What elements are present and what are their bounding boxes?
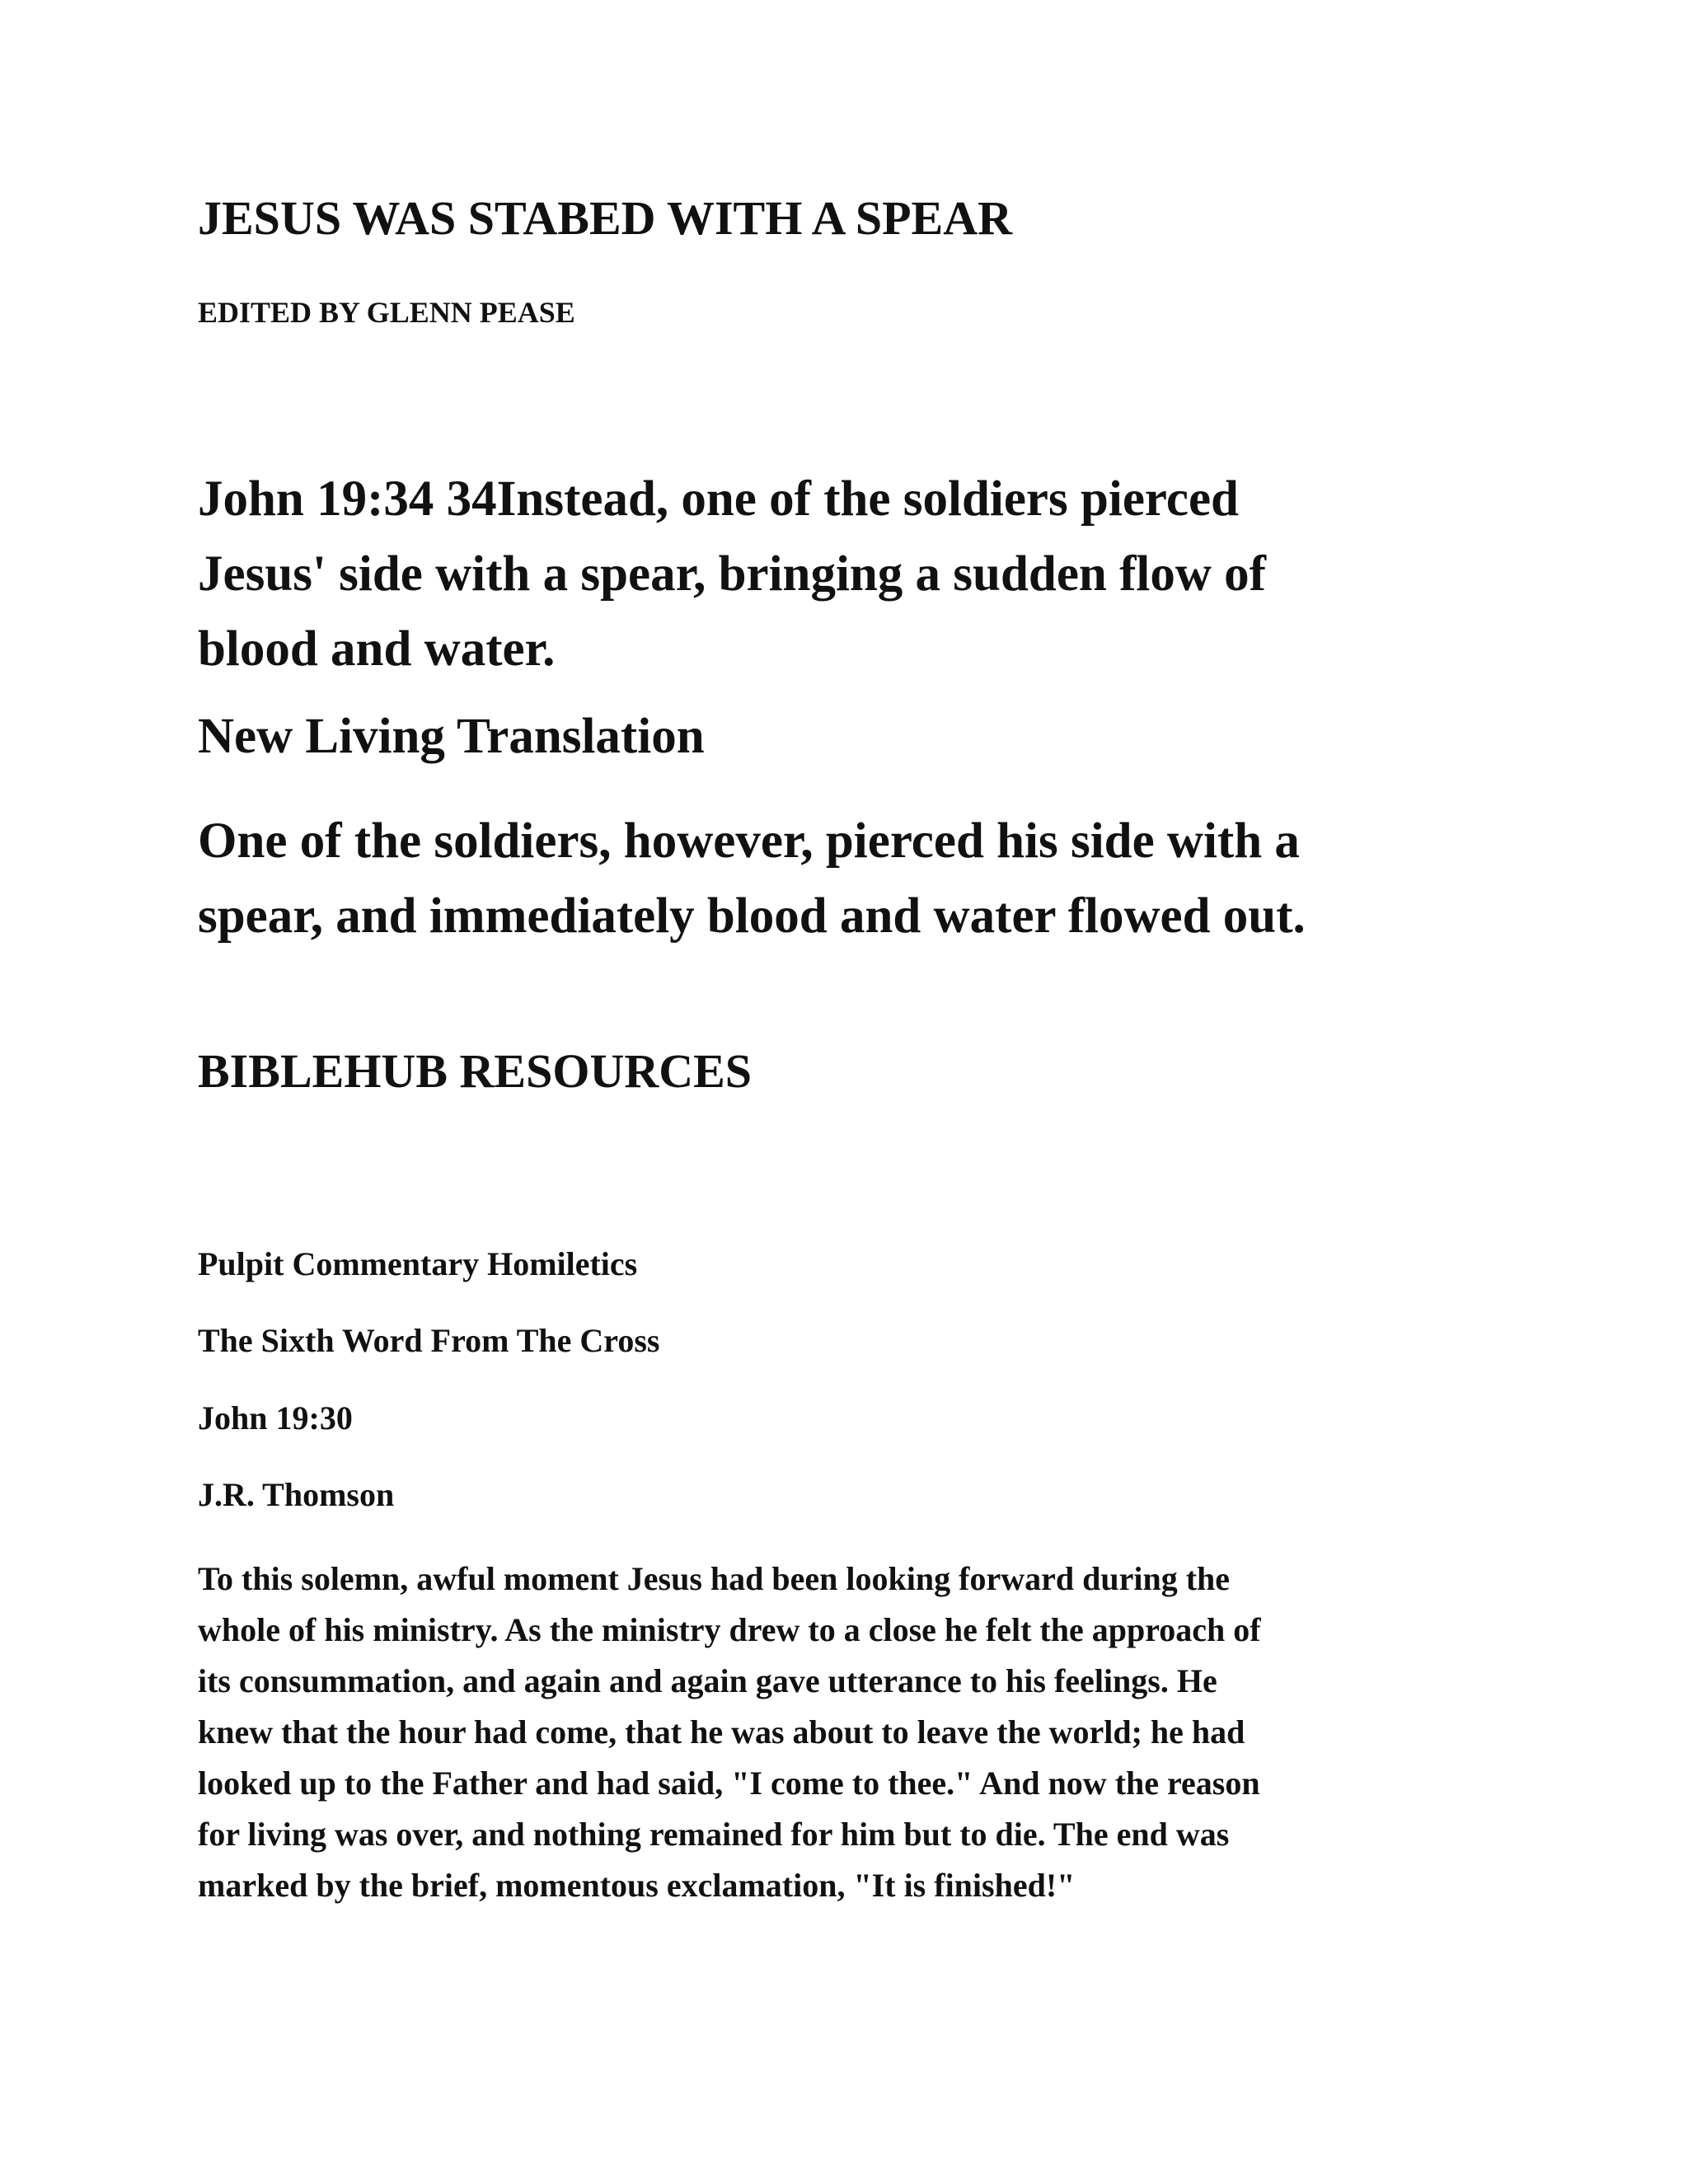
page-title: JESUS WAS STABED WITH A SPEAR (198, 191, 1012, 245)
body-line: knew that the hour had come, that he was about to leave the world; he had (198, 1713, 1245, 1750)
translation-name: New Living Translation (198, 709, 705, 764)
translation-text (198, 804, 1306, 954)
section-heading: BIBLEHUB RESOURCES (198, 1044, 753, 1098)
body-line: marked by the brief, momentous exclamation, "It is finished!" (198, 1867, 1076, 1904)
translation-line: One of the soldiers, however, pierced his side with a (198, 813, 1300, 869)
body-line: its consummation, and again and again gave utterance to his feelings. He (198, 1662, 1217, 1699)
sermon-title: The Sixth Word From The Cross (198, 1322, 660, 1359)
body-paragraph (198, 1554, 1261, 1911)
scripture-reference: John 19:30 (198, 1399, 353, 1436)
verse-line: Jesus' side with a spear, bringing a sudden flow of (198, 546, 1266, 602)
verse-line: John 19:34 34Instead, one of the soldiers pierced (198, 471, 1239, 527)
author-name: J.R. Thomson (198, 1476, 395, 1513)
byline: EDITED BY GLENN PEASE (198, 296, 575, 329)
verse-line: blood and water. (198, 621, 556, 677)
commentary-source: Pulpit Commentary Homiletics (198, 1245, 638, 1282)
verse-text (198, 462, 1266, 687)
translation-line: spear, and immediately blood and water flowed out. (198, 888, 1306, 944)
body-line: whole of his ministry. As the ministry drew to a close he felt the approach of (198, 1611, 1261, 1648)
body-line: looked up to the Father and had said, "I come to thee." And now the reason (198, 1765, 1260, 1802)
body-line: for living was over, and nothing remained for him but to die. The end was (198, 1816, 1230, 1853)
body-line: To this solemn, awful moment Jesus had been looking forward during the (198, 1560, 1231, 1597)
